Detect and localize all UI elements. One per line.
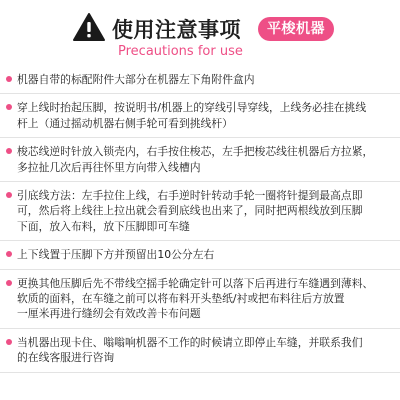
list-item: [0, 241, 400, 269]
warning-icon: [72, 12, 106, 42]
list-item: [0, 94, 400, 138]
item-text-line: 下面，放入布料，放下压脚即可车缝: [17, 219, 190, 233]
bullet-dot-icon: [6, 251, 12, 257]
list-item: [0, 270, 400, 329]
item-text-line: 当机器出现卡住、嗡嗡响机器不工作的时候请立即停止车缝，并联系我们: [17, 335, 363, 349]
bullet-dot-icon: [6, 339, 12, 345]
item-text-line: 更换其他压脚后先不带线空摇手轮确定针可以落下后再进行车缝遇到薄料、: [17, 276, 374, 290]
item-text-line: 杆上（通过摇动机器右侧手轮可看到挑线杆）: [17, 116, 233, 130]
item-text-line: 多拉扯几次后再往怀里方向带入线槽内: [17, 160, 201, 174]
category-badge: 平梭机器: [258, 17, 334, 41]
item-text-line: 可，然后将上线往上拉出就会看到底线也出来了，同时把两根线放到压脚: [17, 204, 363, 218]
list-item: [0, 66, 400, 94]
item-text-line: 软质的面料，在车缝之前可以将布料开头垫纸/衬或把布料往后方放置: [17, 292, 345, 306]
bullet-dot-icon: [6, 192, 12, 198]
page-title: 使用注意事项: [112, 18, 241, 42]
item-text-line: 一厘米再进行缝纫会有效改善卡布问题: [17, 307, 201, 321]
bullet-dot-icon: [6, 148, 12, 154]
item-text-line: 引底线方法：左手拉住上线，右手逆时针转动手轮一圈将针提到最高点即: [17, 189, 363, 203]
page-subtitle: Precautions for use: [118, 44, 243, 59]
list-item: [0, 329, 400, 373]
bullet-dot-icon: [6, 104, 12, 110]
item-text-line: 梭芯线逆时针放入锁壳内，右手按住梭芯，左手把梭芯线往机器后方拉紧，: [17, 145, 374, 159]
bullet-dot-icon: [6, 280, 12, 286]
bullet-dot-icon: [6, 76, 12, 82]
item-text-line: 穿上线时抬起压脚，按说明书/机器上的穿线引导穿线，上线务必挂在挑线: [17, 101, 367, 115]
item-text-line: 机器自带的标配附件大部分在机器左下角附件盒内: [17, 73, 255, 86]
list-item: [0, 138, 400, 182]
item-text-line: 的在线客服进行咨询: [17, 351, 115, 365]
precautions-list: [0, 66, 400, 373]
list-item: [0, 182, 400, 241]
header: [0, 0, 400, 66]
item-text-line: 上下线置于压脚下方并预留出10公分左右: [17, 248, 215, 262]
